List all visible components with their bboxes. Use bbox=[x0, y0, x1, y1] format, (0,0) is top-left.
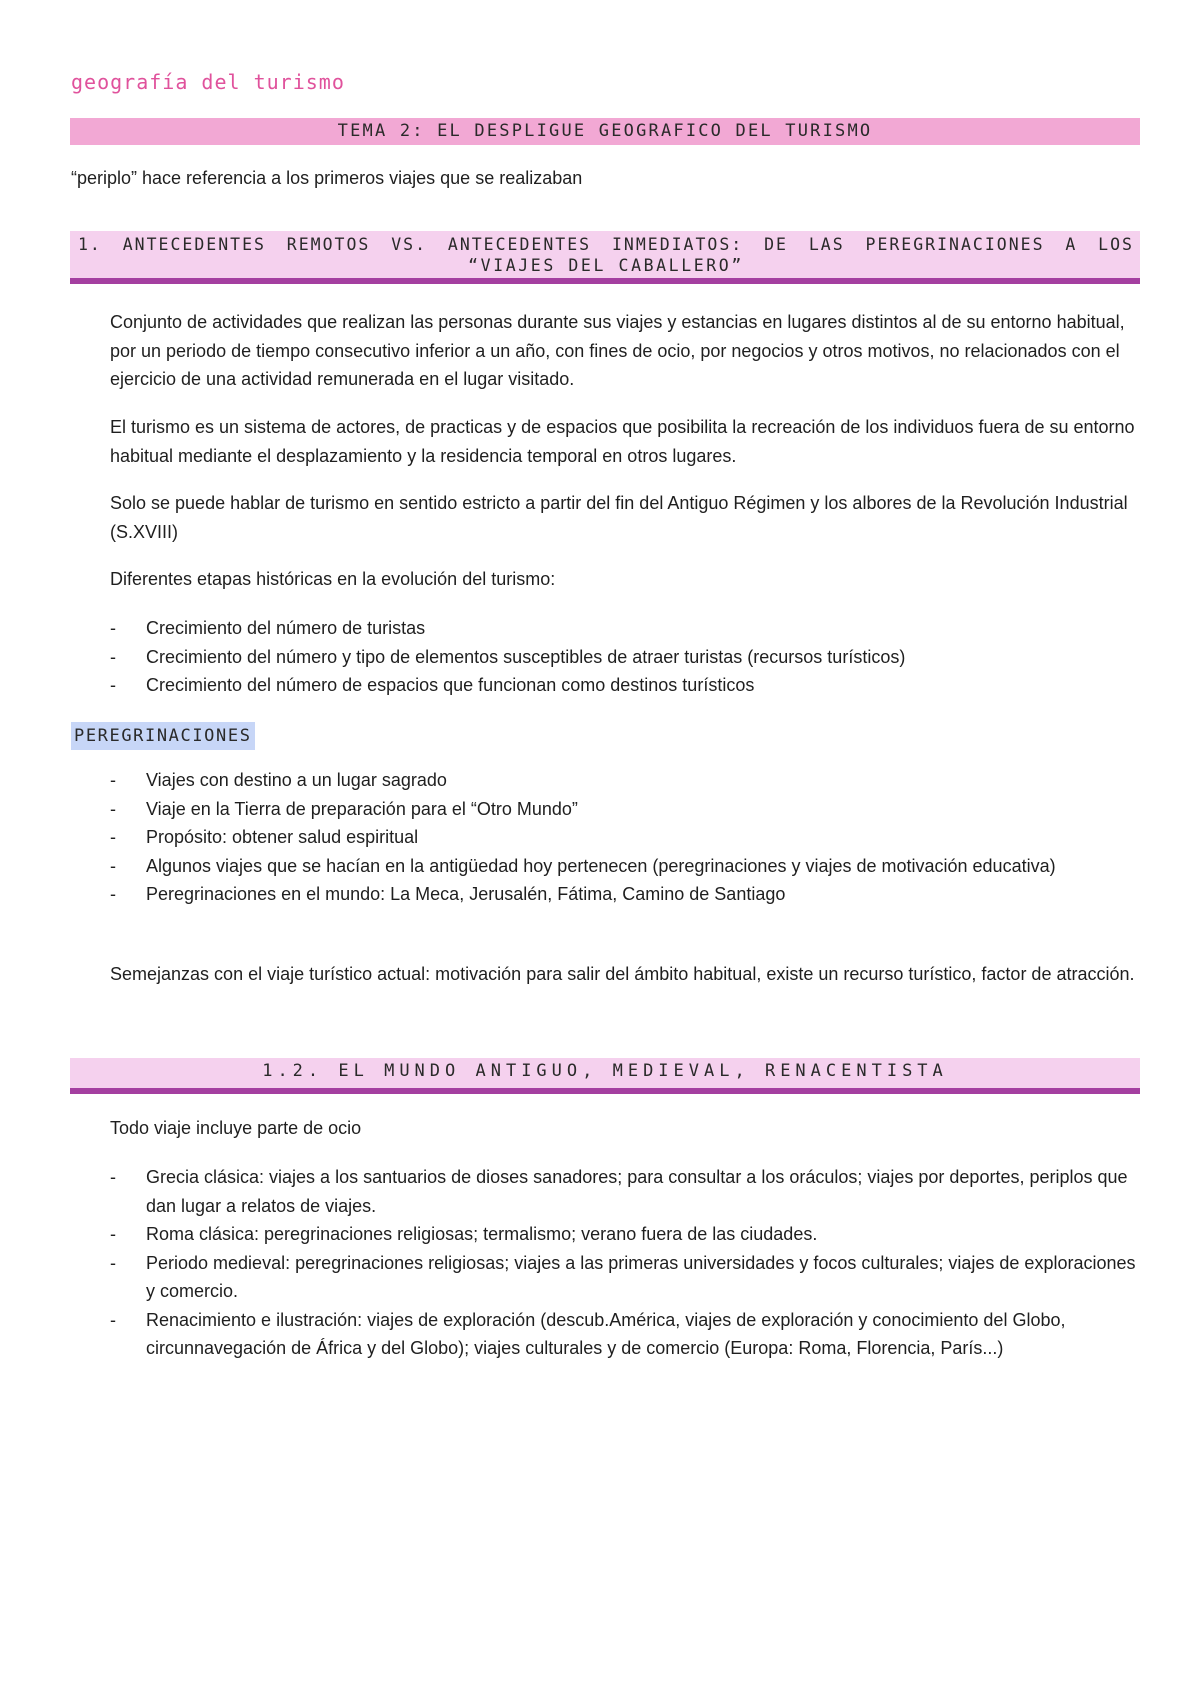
section1-heading bbox=[70, 231, 1140, 284]
list-item: - Propósito: obtener salud espiritual bbox=[110, 823, 1140, 852]
list-item: - Algunos viajes que se hacían en la antigüedad hoy pertenecen (peregrinaciones y viajes de motivación educativa) bbox=[110, 852, 1140, 881]
etapas-list bbox=[110, 614, 1140, 700]
paragraph-ocio: Todo viaje incluye parte de ocio bbox=[110, 1118, 362, 1138]
list-item: - Grecia clásica: viajes a los santuarios de dioses sanadores; para consultar a los oráculos; viajes por deportes, periplos que dan lugar a relatos de viajes. bbox=[110, 1163, 1140, 1220]
epocas-list bbox=[110, 1163, 1140, 1363]
paragraph-semejanzas: Semejanzas con el viaje turístico actual: motivación para salir del ámbito habitual, existe un recurso turístico, factor de atracción. bbox=[110, 964, 1135, 984]
dash-marker: - bbox=[110, 1167, 116, 1187]
paragraph-definicion: Conjunto de actividades que realizan las personas durante sus viajes y estancias en lugares distintos al de su entorno habitual, por un periodo de tiempo consecutivo inferior a un año, con fines de ocio, por negocios y otros motivos, no relacionados con el ejercicio de una actividad remunerada en el lugar visitado. bbox=[110, 312, 1125, 389]
dash-marker: - bbox=[110, 646, 116, 667]
section1-heading-line1: 1. ANTECEDENTES REMOTOS VS. ANTECEDENTES INMEDIATOS: DE LAS PEREGRINACIONES A LOS bbox=[78, 235, 1134, 254]
dash-marker: - bbox=[110, 618, 116, 638]
list-item: - Renacimiento e ilustración: viajes de exploración (descub.América, viajes de exploración y conocimiento del Globo, circunnavegación de África y del Globo); viajes culturales y de comercio (Europa: Roma, Florencia, París...) bbox=[110, 1306, 1140, 1363]
paragraph-sentido-estricto: Solo se puede hablar de turismo en sentido estricto a partir del fin del Antiguo Régimen y los albores de la Revolución Industrial (S.XVIII) bbox=[110, 493, 1128, 542]
dash-marker: - bbox=[110, 827, 116, 847]
peregrinaciones-heading: PEREGRINACIONES bbox=[71, 722, 255, 750]
intro-line: “periplo” hace referencia a los primeros viajes que se realizaban bbox=[71, 168, 583, 188]
list-item: - Crecimiento del número y tipo de elementos susceptibles de atraer turistas (recursos turísticos) bbox=[110, 643, 1140, 672]
dash-marker: - bbox=[110, 1252, 116, 1273]
tema-heading: TEMA 2: EL DESPLIGUE GEOGRAFICO DEL TURISMO bbox=[70, 118, 1140, 145]
dash-marker: - bbox=[110, 798, 116, 819]
section12-heading: 1.2. EL MUNDO ANTIGUO, MEDIEVAL, RENACENTISTA bbox=[70, 1058, 1140, 1094]
dash-marker: - bbox=[110, 770, 116, 790]
section1-heading-line2: “VIAJES DEL CABALLERO” bbox=[468, 256, 744, 275]
list-item: - Roma clásica: peregrinaciones religiosas; termalismo; verano fuera de las ciudades. bbox=[110, 1220, 1140, 1249]
list-item: - Crecimiento del número de turistas bbox=[110, 614, 1140, 643]
list-item: - Periodo medieval: peregrinaciones religiosas; viajes a las primeras universidades y focos culturales; viajes de exploraciones y comercio. bbox=[110, 1249, 1140, 1306]
paragraph-sistema: El turismo es un sistema de actores, de practicas y de espacios que posibilita la recreación de los individuos fuera de su entorno habitual mediante el desplazamiento y la residencia temporal en otros lugares. bbox=[110, 417, 1135, 466]
paragraph-etapas-intro: Diferentes etapas históricas en la evolución del turismo: bbox=[110, 569, 556, 589]
dash-marker: - bbox=[110, 1224, 116, 1244]
peregrinaciones-list bbox=[110, 766, 1140, 909]
list-item: - Viaje en la Tierra de preparación para el “Otro Mundo” bbox=[110, 795, 1140, 824]
list-item: - Crecimiento del número de espacios que funcionan como destinos turísticos bbox=[110, 671, 1140, 700]
list-item: - Viajes con destino a un lugar sagrado bbox=[110, 766, 1140, 795]
dash-marker: - bbox=[110, 1309, 116, 1330]
list-item: - Peregrinaciones en el mundo: La Meca, Jerusalén, Fátima, Camino de Santiago bbox=[110, 880, 1140, 909]
dash-marker: - bbox=[110, 884, 116, 904]
dash-marker: - bbox=[110, 675, 116, 695]
dash-marker: - bbox=[110, 855, 116, 876]
document-title: geografía del turismo bbox=[71, 70, 345, 94]
